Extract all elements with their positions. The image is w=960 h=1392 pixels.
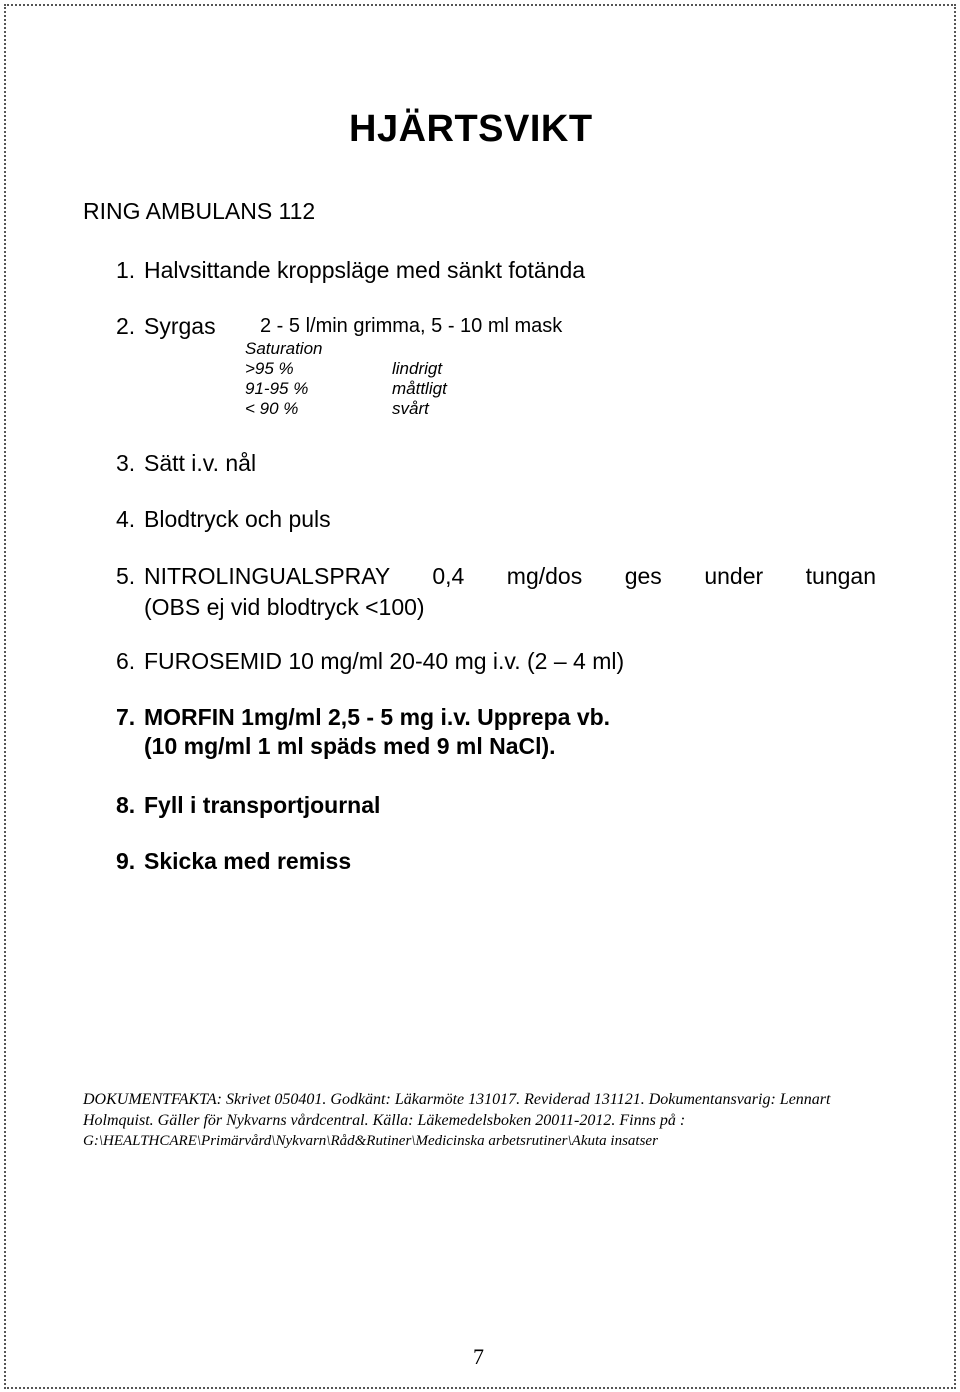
step-number: 4. [116, 506, 136, 532]
step-7 [116, 704, 610, 731]
step-number: 9. [116, 848, 136, 874]
step-text: FUROSEMID 10 mg/ml 20-40 mg i.v. (2 – 4 ml) [144, 648, 625, 674]
step-text: Skicka med remiss [144, 848, 352, 874]
step-6 [116, 648, 624, 675]
saturation-label: lindrigt [392, 359, 443, 378]
saturation-value: 91-95 % [245, 379, 309, 398]
document-facts-line-2: Holmquist. Gäller för Nykvarns vårdcentral. Källa: Läkemedelsboken 20011-2012. Finns på : [83, 1112, 686, 1129]
step-7-note: (10 mg/ml 1 ml späds med 9 ml NaCl). [144, 733, 556, 759]
document-facts-line-1: DOKUMENTFAKTA: Skrivet 050401. Godkänt: Läkarmöte 131017. Reviderad 131121. Dokumentansvarig: Lennart [83, 1091, 831, 1108]
step-text: Fyll i transportjournal [144, 792, 381, 818]
saturation-heading: Saturation [245, 339, 323, 358]
step-3 [116, 450, 256, 477]
step-8 [116, 792, 380, 819]
step-number: 7. [116, 704, 136, 730]
step-9 [116, 848, 351, 875]
step-text: Halvsittande kroppsläge med sänkt fotända [144, 257, 586, 283]
call-ambulance-instruction: RING AMBULANS 112 [83, 198, 316, 224]
document-facts-path: G:\HEALTHCARE\Primärvård\Nykvarn\Råd&Rutiner\Medicinska arbetsrutiner\Akuta insatser [83, 1133, 658, 1149]
step-number: 2. [116, 313, 136, 339]
step-4 [116, 506, 331, 533]
step-1 [116, 257, 585, 284]
page-number: 7 [473, 1344, 484, 1369]
step-2 [116, 313, 216, 340]
step-text: Syrgas [144, 313, 216, 339]
oxygen-dosage: 2 - 5 l/min grimma, 5 - 10 ml mask [260, 315, 563, 337]
step-text: Blodtryck och puls [144, 506, 331, 532]
step-number: 5. [116, 563, 136, 589]
step-number: 3. [116, 450, 136, 476]
saturation-value: < 90 % [245, 399, 299, 418]
step-number: 1. [116, 257, 136, 283]
step-number: 6. [116, 648, 136, 674]
step-number: 8. [116, 792, 136, 818]
page-title: HJÄRTSVIKT [349, 108, 593, 150]
saturation-value: >95 % [245, 359, 294, 378]
step-text: NITROLINGUALSPRAY 0,4 mg/dos ges under tungan [144, 563, 876, 589]
step-text: Sätt i.v. nål [144, 450, 257, 476]
step-5 [116, 563, 876, 590]
step-text: MORFIN 1mg/ml 2,5 - 5 mg i.v. Upprepa vb. [144, 704, 611, 730]
saturation-label: svårt [392, 399, 429, 418]
saturation-label: måttligt [392, 379, 447, 398]
step-5-note: (OBS ej vid blodtryck <100) [144, 594, 425, 620]
